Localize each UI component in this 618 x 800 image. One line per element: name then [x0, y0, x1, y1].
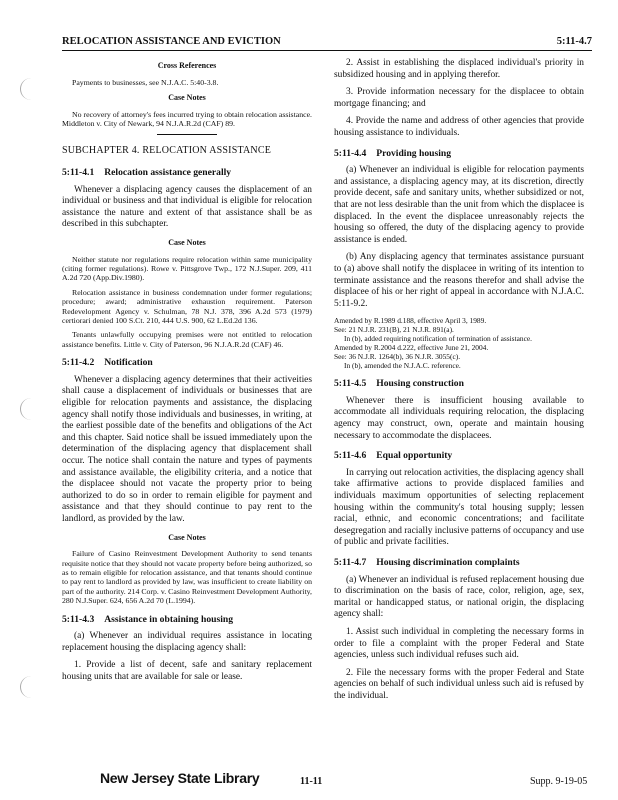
header-section-number: 5:11-4.7	[556, 36, 592, 47]
case-note: Neither statute nor regulations require relocation within same municipality (citing former regulations). Rowe v. Pittsgrove Twp., 172 N.J.Super. 209, 411 A.2d 720 (App.Div.1980).	[62, 254, 312, 283]
section-title: Housing construction	[376, 378, 464, 390]
case-notes-heading: Case Notes	[168, 237, 206, 247]
section-heading-4-7	[334, 557, 584, 569]
separator-rule	[157, 134, 217, 135]
section-text: (a) Whenever an individual is eligible for relocation payments and assistance, a displacing agency may, at its discretion, directly provide decent, safe and sanitary units, whether subsidized or not, that are not less desirable than the unit from which the displacee is displaced. In the event the displacee unreasonably rejects the housing so offered, the duty of the displacing agency to provide assistance is ended.	[334, 165, 584, 245]
section-title: Providing housing	[376, 147, 451, 159]
section-text: Whenever a displacing agency determines that their activeities shall cause a displacement of individuals or businesses that are eligible for relocation payments and assistance, the displacing agency shall notify those individuals and businesses, in writing, at the earliest possible date of the benefits and obligations of the Act and this chapter. Said notice shall be issued immediately upon the determination of the displacing agency that displacement shall occur. The notice shall contain the nature and types of payments and assistance available, the eligibility criteria, and a notice that the displacee should not vacate the property prior to being authorized to do so in order to remain eligible for payment and assistance and that they should continue to pay rent to the landlord, as provided by the law.	[62, 374, 312, 524]
cross-references-heading: Cross References	[157, 61, 217, 70]
case-note: Tenants unlawfully occupying premises were not entitled to relocation assistance benefits. Little v. City of Paterson, 96 N.J.A.R.2d (CAF) 46.	[62, 330, 312, 349]
left-column	[62, 58, 312, 690]
section-number: 5:11-4.5	[334, 378, 367, 390]
list-item: 1. Assist such individual in completing the necessary forms in order to file a complaint with the proper Federal and State agencies, unless such individual refuses such aid.	[334, 626, 584, 661]
punch-hole-mark	[20, 676, 39, 698]
list-item: 3. Provide information necessary for the displacee to obtain mortgage financing; and	[334, 87, 584, 109]
history-line: Amended by R.2004 d.222, effective June 21, 2004.	[334, 343, 489, 353]
section-text: In carrying out relocation activities, the displacing agency shall take affirmative actions to provide displaced families and individuals maximum opportunities of selecting replacement housing within the community's total housing supply; lessen racial, ethnic, and economic concentrations; and facilitate desegregation and racially inclusive patterns of occupancy and use of public and private facilities.	[334, 467, 584, 548]
section-title: Housing discrimination complaints	[376, 557, 520, 568]
case-note: Relocation assistance in business condemnation under former regulations; procedure; award; administrative exhaustion requirement. Paterson Redevelopment Agency v. Schulman, 78 N.J. 378, 396 A.2d 573 (1979) certiorari denied 100 S.Ct. 210, 444 U.S. 900, 62 L.Ed.2d 136.	[62, 287, 312, 325]
history-note	[334, 316, 584, 370]
page-number: 11-11	[300, 776, 323, 787]
section-text: (a) Whenever an individual requires assistance in locating replacement housing the displacing agency shall:	[62, 631, 312, 653]
section-number: 5:11-4.7	[334, 557, 367, 568]
section-title: Relocation assistance generally	[104, 167, 232, 178]
section-text: Whenever there is insufficient housing available to accommodate all individuals requiring relocation, the displacing agency may construct, own, operate and maintain housing necessary to accommodate the displacees.	[334, 395, 584, 441]
section-title: Assistance in obtaining housing	[104, 613, 234, 625]
punch-hole-mark	[20, 78, 39, 100]
section-title: Equal opportunity	[376, 450, 453, 462]
library-watermark: New Jersey State Library	[100, 770, 260, 786]
section-heading-4-2	[62, 357, 312, 369]
list-item: 2. Assist in establishing the displaced individual's priority in subsidized housing and in applying therefor.	[334, 58, 584, 80]
section-number: 5:11-4.1	[62, 167, 95, 178]
section-number: 5:11-4.4	[334, 147, 367, 159]
list-item: 2. File the necessary forms with the proper Federal and State agencies on behalf of such individual unless such aid is refused by the individual.	[334, 667, 584, 701]
case-note: Failure of Casino Reinvestment Development Authority to send tenants requisite notice that they should not vacate property before being authorized, so as to remain eligible for relocation assistance, and that tenants should continue to pay rent to landlord as provided by law, was insufficient to create liability on part of the authority. 214 Corp. v. Casino Reinvestment Development Authority, 280 N.J.Super. 624, 656 A.2d 70 (L.1994).	[62, 549, 312, 606]
section-heading-4-6	[334, 450, 584, 462]
section-heading-4-3	[62, 614, 312, 626]
right-column	[334, 58, 584, 709]
case-note: No recovery of attorney's fees incurred trying to obtain relocation assistance. Middleton v. City of Newark, 94 N.J.A.R.2d (CAF) 89.	[62, 109, 312, 128]
punch-hole-mark	[20, 398, 39, 420]
header-title: RELOCATION ASSISTANCE AND EVICTION	[62, 36, 281, 47]
section-title: Notification	[104, 357, 153, 369]
section-text: Whenever a displacing agency causes the displacement of an individual or business and that individual is eligible for relocation assistance the nature and extent of that assistance shall be as described in this subchapter.	[62, 184, 312, 230]
section-number: 5:11-4.3	[62, 613, 95, 625]
case-notes-heading: Case Notes	[168, 93, 206, 102]
history-line: See: 36 N.J.R. 1264(b), 36 N.J.R. 3055(c).	[334, 352, 461, 362]
section-number: 5:11-4.6	[334, 450, 367, 462]
section-text: (b) Any displacing agency that terminates assistance pursuant to (a) above shall notify the displacee in writing of its intention to terminate assistance and the reasons therefor and shall advise the displacee of his or her right of appeal in accordance with N.J.A.C. 5:11-9.2.	[334, 252, 584, 309]
subchapter-heading: SUBCHAPTER 4. RELOCATION ASSISTANCE	[62, 145, 272, 157]
history-line: Amended by R.1989 d.188, effective April 3, 1989.	[334, 316, 487, 326]
list-item: 4. Provide the name and address of other agencies that provide housing assistance to individuals.	[334, 116, 584, 138]
history-line: In (b), amended the N.J.A.C. reference.	[344, 361, 461, 371]
running-header	[62, 36, 592, 51]
list-item: 1. Provide a list of decent, safe and sanitary replacement housing units that are available for sale or lease.	[62, 660, 312, 682]
history-line: See: 21 N.J.R. 231(B), 21 N.J.R. 891(a).	[334, 325, 454, 335]
supplement-date: Supp. 9-19-05	[530, 776, 588, 787]
section-heading-4-5	[334, 378, 584, 390]
case-notes-heading: Case Notes	[168, 532, 206, 542]
section-text: (a) Whenever an individual is refused replacement housing due to discrimination on the basis of race, color, religion, age, sex, marital or handicapped status, or national origin, the displacing agency shall:	[334, 574, 584, 620]
section-heading-4-4	[334, 148, 584, 160]
history-line: In (b), added requiring notification of termination of assistance.	[344, 334, 532, 344]
cross-references-text: Payments to businesses, see N.J.A.C. 5:40-3.8.	[72, 77, 219, 87]
section-heading-4-1	[62, 167, 312, 179]
section-number: 5:11-4.2	[62, 357, 95, 369]
